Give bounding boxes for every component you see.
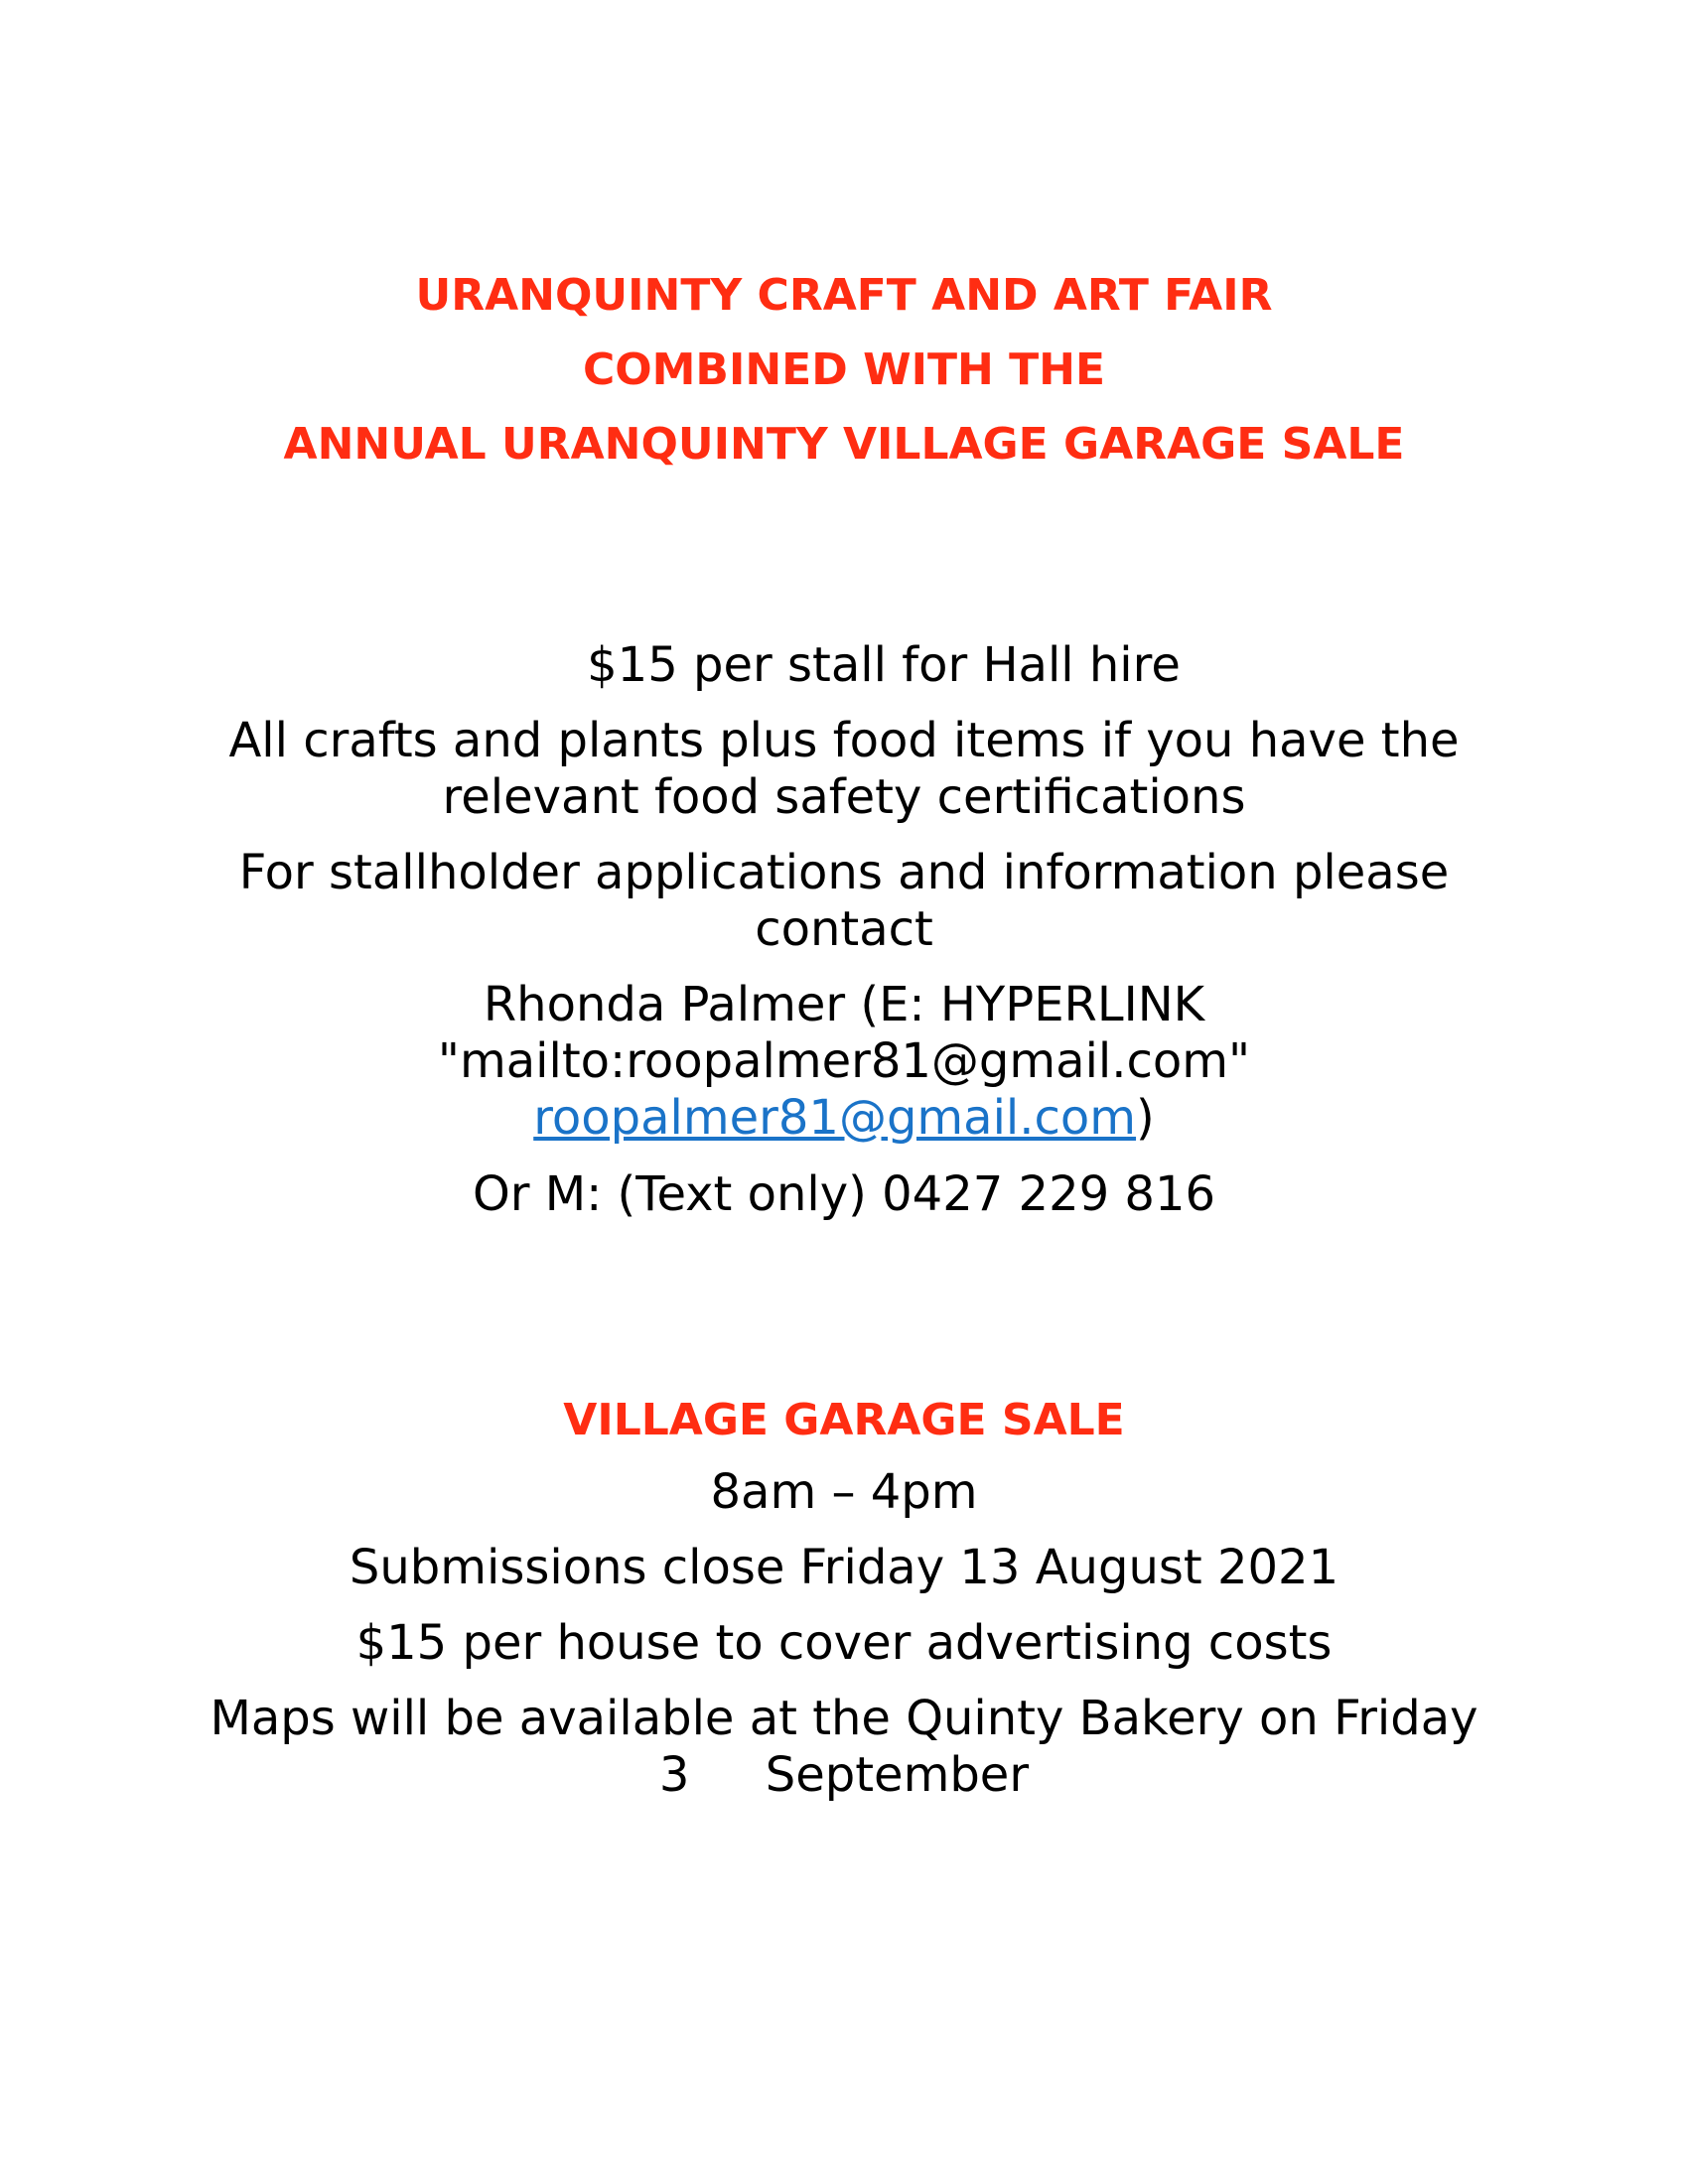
maps-text-line-1: Maps will be available at the Quinty Bakery on Friday (210, 1691, 1478, 1746)
garage-sale-heading: VILLAGE GARAGE SALE (563, 1395, 1125, 1445)
items-text-line-1: All crafts and plants plus food items if you have the (228, 713, 1460, 768)
mailto-line: "mailto:roopalmer81@gmail.com" (437, 1033, 1251, 1089)
title-line-2: COMBINED WITH THE (582, 344, 1106, 395)
contact-name-line: Rhonda Palmer (E: HYPERLINK (483, 977, 1205, 1032)
maps-text-line-2: 3 September (658, 1747, 1030, 1803)
phone-text: Or M: (Text only) 0427 229 816 (472, 1166, 1216, 1222)
email-close-paren: ) (1136, 1090, 1155, 1146)
contact-text-line-1: For stallholder applications and information please (238, 845, 1450, 900)
email-link[interactable]: roopalmer81@gmail.com (533, 1090, 1137, 1146)
contact-text-line-2: contact (755, 901, 933, 957)
submissions-text: Submissions close Friday 13 August 2021 (349, 1540, 1339, 1595)
title-line-3: ANNUAL URANQUINTY VILLAGE GARAGE SALE (283, 419, 1405, 470)
house-fee-text: $15 per house to cover advertising costs (355, 1615, 1333, 1671)
stall-fee-text: $15 per stall for Hall hire (587, 637, 1181, 693)
email-line (0, 1090, 1688, 1146)
garage-sale-hours: 8am – 4pm (710, 1464, 978, 1520)
title-line-1: URANQUINTY CRAFT AND ART FAIR (415, 270, 1273, 321)
items-text-line-2: relevant food safety certifications (442, 769, 1246, 825)
